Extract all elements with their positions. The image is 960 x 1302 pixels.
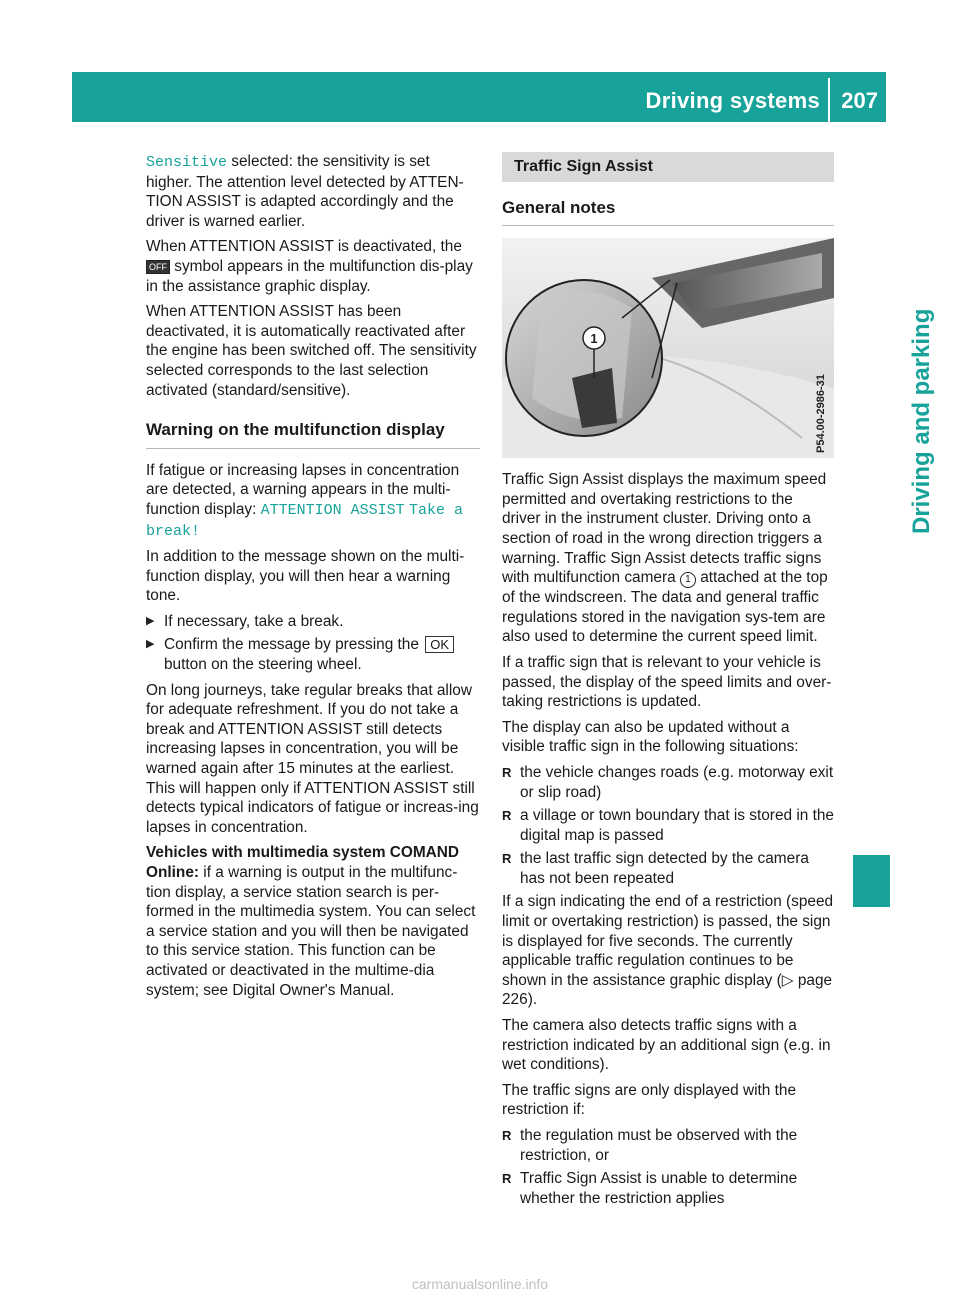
- header-bar: [72, 72, 886, 122]
- sensitive-paragraph: Sensitive selected: the sensitivity is set higher. The attention level detected by ATTEN-TION ASSIST is adapted accordingly and the driver is warned earlier.: [146, 153, 464, 230]
- header-divider: [828, 78, 830, 122]
- step-take-break: ▶ If necessary, take a break.: [146, 612, 480, 632]
- general-notes-heading: General notes: [502, 198, 834, 227]
- fatigue-paragraph: If fatigue or increasing lapses in concentration are detected, a warning appears in the multi-function display: ATTENTION ASSIST Take a break!: [146, 461, 463, 540]
- page-reference-link[interactable]: ▷ page 226: [502, 971, 833, 1009]
- attention-off-icon: OFF: [146, 260, 170, 274]
- windscreen-camera-photo: [502, 238, 834, 458]
- reactivation-paragraph: When ATTENTION ASSIST has been deactivated, it is automatically reactivated after the engine has been switched off. The sensitivity selected corresponds to the last selection activated (standard/sensitive).: [146, 303, 477, 399]
- callout-ref-icon: 1: [680, 572, 696, 588]
- windscreen-illustration: [502, 238, 834, 458]
- comand-paragraph: Vehicles with multimedia system COMAND Online: if a warning is output in the multifunc-tion display, a service station search is per-formed in the multimedia system. You can select a service station and you will then be navigated to this service station. This function can be activated or deactivated in the multime-dia system; see Digital Owner's Manual.: [146, 844, 476, 999]
- tone-paragraph: In addition to the message shown on the multi-function display, you will then hear a warning tone.: [146, 548, 465, 605]
- list-item: R the regulation must be observed with the restriction, or: [502, 1126, 834, 1165]
- sensitive-code: Sensitive: [146, 154, 228, 171]
- left-column: [146, 152, 480, 1006]
- side-tab-marker: [853, 855, 890, 907]
- list-item: R Traffic Sign Assist is unable to determine whether the restriction applies: [502, 1169, 834, 1208]
- tsa-intro-paragraph: Traffic Sign Assist displays the maximum speed permitted and overtaking restrictions to the driver in the instrument cluster. Driving onto a section of road in the wrong direction triggers a warning. Traffic Sign Assist detects traffic signs with multifunction camera 1 attached at the top of the windscreen. The data and general traffic regulations stored in the navigation sys-tem are also used to determine the current speed limit.: [502, 471, 828, 646]
- passed-sign-paragraph: If a traffic sign that is relevant to your vehicle is passed, the display of the speed limits and over-taking restrictions is updated.: [502, 653, 832, 711]
- list-item: R the vehicle changes roads (e.g. motorway exit or slip road): [502, 763, 834, 802]
- watermark: carmanualsonline.info: [411, 1276, 549, 1292]
- long-journeys-paragraph: On long journeys, take regular breaks that allow for adequate refreshment. If you do not take a break and ATTENTION ASSIST still detects increasing lapses in concentration, you will be warned again after 15 minutes at the earliest. This will happen only if ATTENTION ASSIST still detects typical indicators of fatigue or increas-ing lapses in concentration.: [146, 681, 479, 836]
- warning-heading: Warning on the multifunction display: [146, 420, 480, 449]
- side-tab-label: Driving and parking: [908, 308, 935, 534]
- header-title: Driving systems: [645, 88, 820, 113]
- step-confirm: ▶ Confirm the message by pressing the OK button on the steering wheel.: [146, 635, 480, 674]
- take-a-break-code: Take a break!: [146, 501, 463, 540]
- list-item: R a village or town boundary that is stored in the digital map is passed: [502, 806, 834, 845]
- restriction-if-paragraph: The traffic signs are only displayed with the restriction if:: [502, 1081, 797, 1119]
- situations-paragraph: The display can also be updated without a visible traffic sign in the following situations:: [502, 718, 799, 756]
- callout-number: 1: [590, 331, 598, 347]
- list-item: R the last traffic sign detected by the camera has not been repeated: [502, 849, 834, 888]
- attention-assist-code: ATTENTION ASSIST: [260, 501, 405, 519]
- additional-sign-paragraph: The camera also detects traffic signs with a restriction indicated by an additional sign (e.g. in wet conditions).: [502, 1017, 831, 1074]
- photo-code: P54.00-2986-31: [815, 374, 827, 454]
- deactivated-paragraph: When ATTENTION ASSIST is deactivated, the OFF symbol appears in the multifunction dis-play in the assistance graphic display.: [146, 238, 473, 295]
- end-restriction-paragraph: If a sign indicating the end of a restriction (speed limit or overtaking restriction) is passed, the sign is displayed for five seconds. The currently applicable traffic regulation continues to be shown in the assistance graphic display (▷ page 226).: [502, 893, 834, 1009]
- ok-button-icon: OK: [425, 636, 454, 653]
- section-title: Traffic Sign Assist: [502, 152, 834, 182]
- page-number: 207: [841, 88, 878, 113]
- right-column: [502, 152, 834, 1212]
